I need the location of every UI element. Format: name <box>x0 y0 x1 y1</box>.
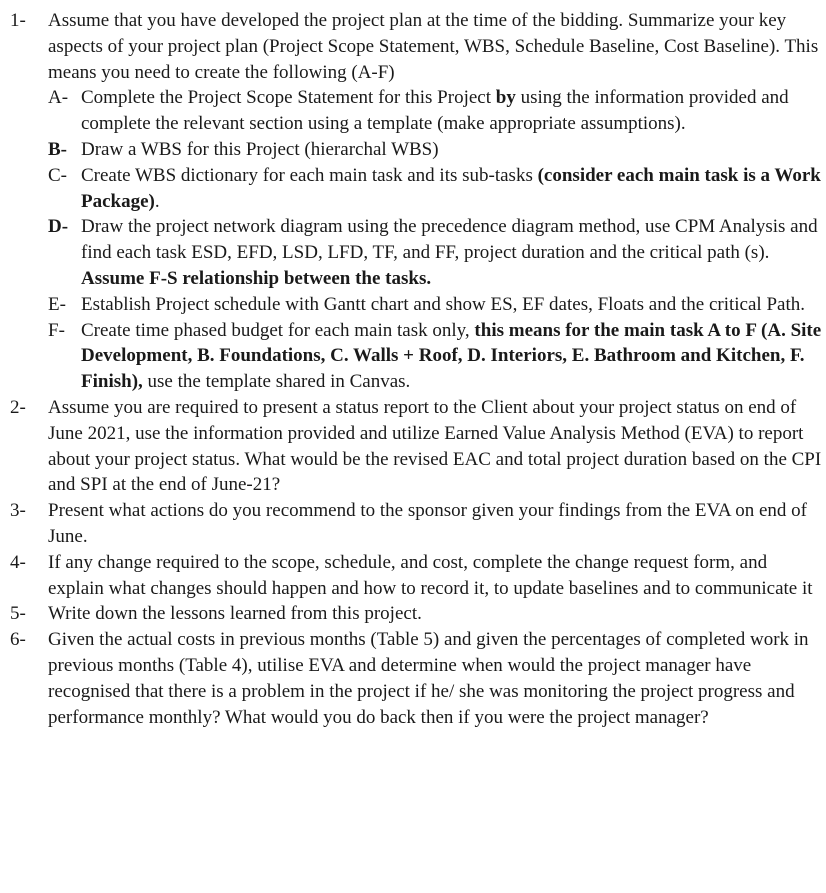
subtask-text: Draw the project network diagram using the precedence diagram method, use CPM Analysis and find each task ESD, EFD, LSD, LFD, TF, and FF, project duration and the critical path (s). Assume F-S relationship between the tasks. <box>81 216 818 289</box>
subtask-letter: E- <box>48 293 66 315</box>
question-5 <box>10 601 822 627</box>
question-number: 6- <box>10 629 26 651</box>
question-number: 5- <box>10 603 26 625</box>
question-1 <box>10 8 822 395</box>
subtask-text: Draw a WBS for this Project (hierarchal WBS) <box>81 138 439 160</box>
question-number: 1- <box>10 10 26 31</box>
question-4 <box>10 550 822 602</box>
question-text: Given the actual costs in previous months (Table 5) and given the percentages of completed work in previous months (Table 4), utilise EVA and determine when would the project manager have recognised that there is a problem in the project if he/ she was monitoring the project progress and performance monthly? What would you do back then if you were the project manager? <box>48 629 809 728</box>
subtask-d <box>48 214 822 291</box>
subtask-text: Create time phased budget for each main task only, this means for the main task A to F (A. Site Development, B. Foundations, C. Walls + Roof, D. Interiors, E. Bathroom and Kitchen, F. Finish), use the template shared in Canvas. <box>81 319 822 393</box>
subtask-text: Establish Project schedule with Gantt chart and show ES, EF dates, Floats and the critical Path. <box>81 293 805 315</box>
subtask-e <box>48 292 822 318</box>
question-text: If any change required to the scope, schedule, and cost, complete the change request form, and explain what changes should happen and how to record it, to update baselines and to communicate it <box>48 551 813 599</box>
question-3 <box>10 498 822 550</box>
question-2 <box>10 395 822 498</box>
subtask-a <box>48 85 822 137</box>
subtask-f <box>48 318 822 395</box>
subtask-b <box>48 137 822 163</box>
question-text: Assume you are required to present a status report to the Client about your project status on end of June 2021, use the information provided and utilize Earned Value Analysis Method (EVA) to report about your project status. What would be the revised EAC and total project duration based on the CPI and SPI at the end of June-21? <box>48 396 822 496</box>
question-body <box>48 8 822 395</box>
question-text: Assume that you have developed the project plan at the time of the bidding. Summarize your key aspects of your project plan (Project Scope Statement, WBS, Schedule Baseline, Cost Baseline). This means you need to create the following (A-F) <box>48 10 819 83</box>
subtask-letter: C- <box>48 164 67 186</box>
question-number: 2- <box>10 396 26 418</box>
subtask-letter: F- <box>48 319 65 341</box>
subtask-letter: B- <box>48 138 67 160</box>
subtask-text: Create WBS dictionary for each main task and its sub-tasks (consider each main task is a Work Package). <box>81 164 821 212</box>
question-number: 4- <box>10 551 26 573</box>
question-text: Write down the lessons learned from this project. <box>48 603 422 625</box>
subtask-text: Complete the Project Scope Statement for this Project by using the information provided and complete the relevant section using a template (make appropriate assumptions). <box>81 87 789 135</box>
subtask-c <box>48 163 822 215</box>
subtask-letter: A- <box>48 87 69 109</box>
question-6 <box>10 627 822 730</box>
question-number: 3- <box>10 500 26 522</box>
subtask-letter: D- <box>48 216 69 238</box>
question-text: Present what actions do you recommend to the sponsor given your findings from the EVA on end of June. <box>48 500 807 547</box>
